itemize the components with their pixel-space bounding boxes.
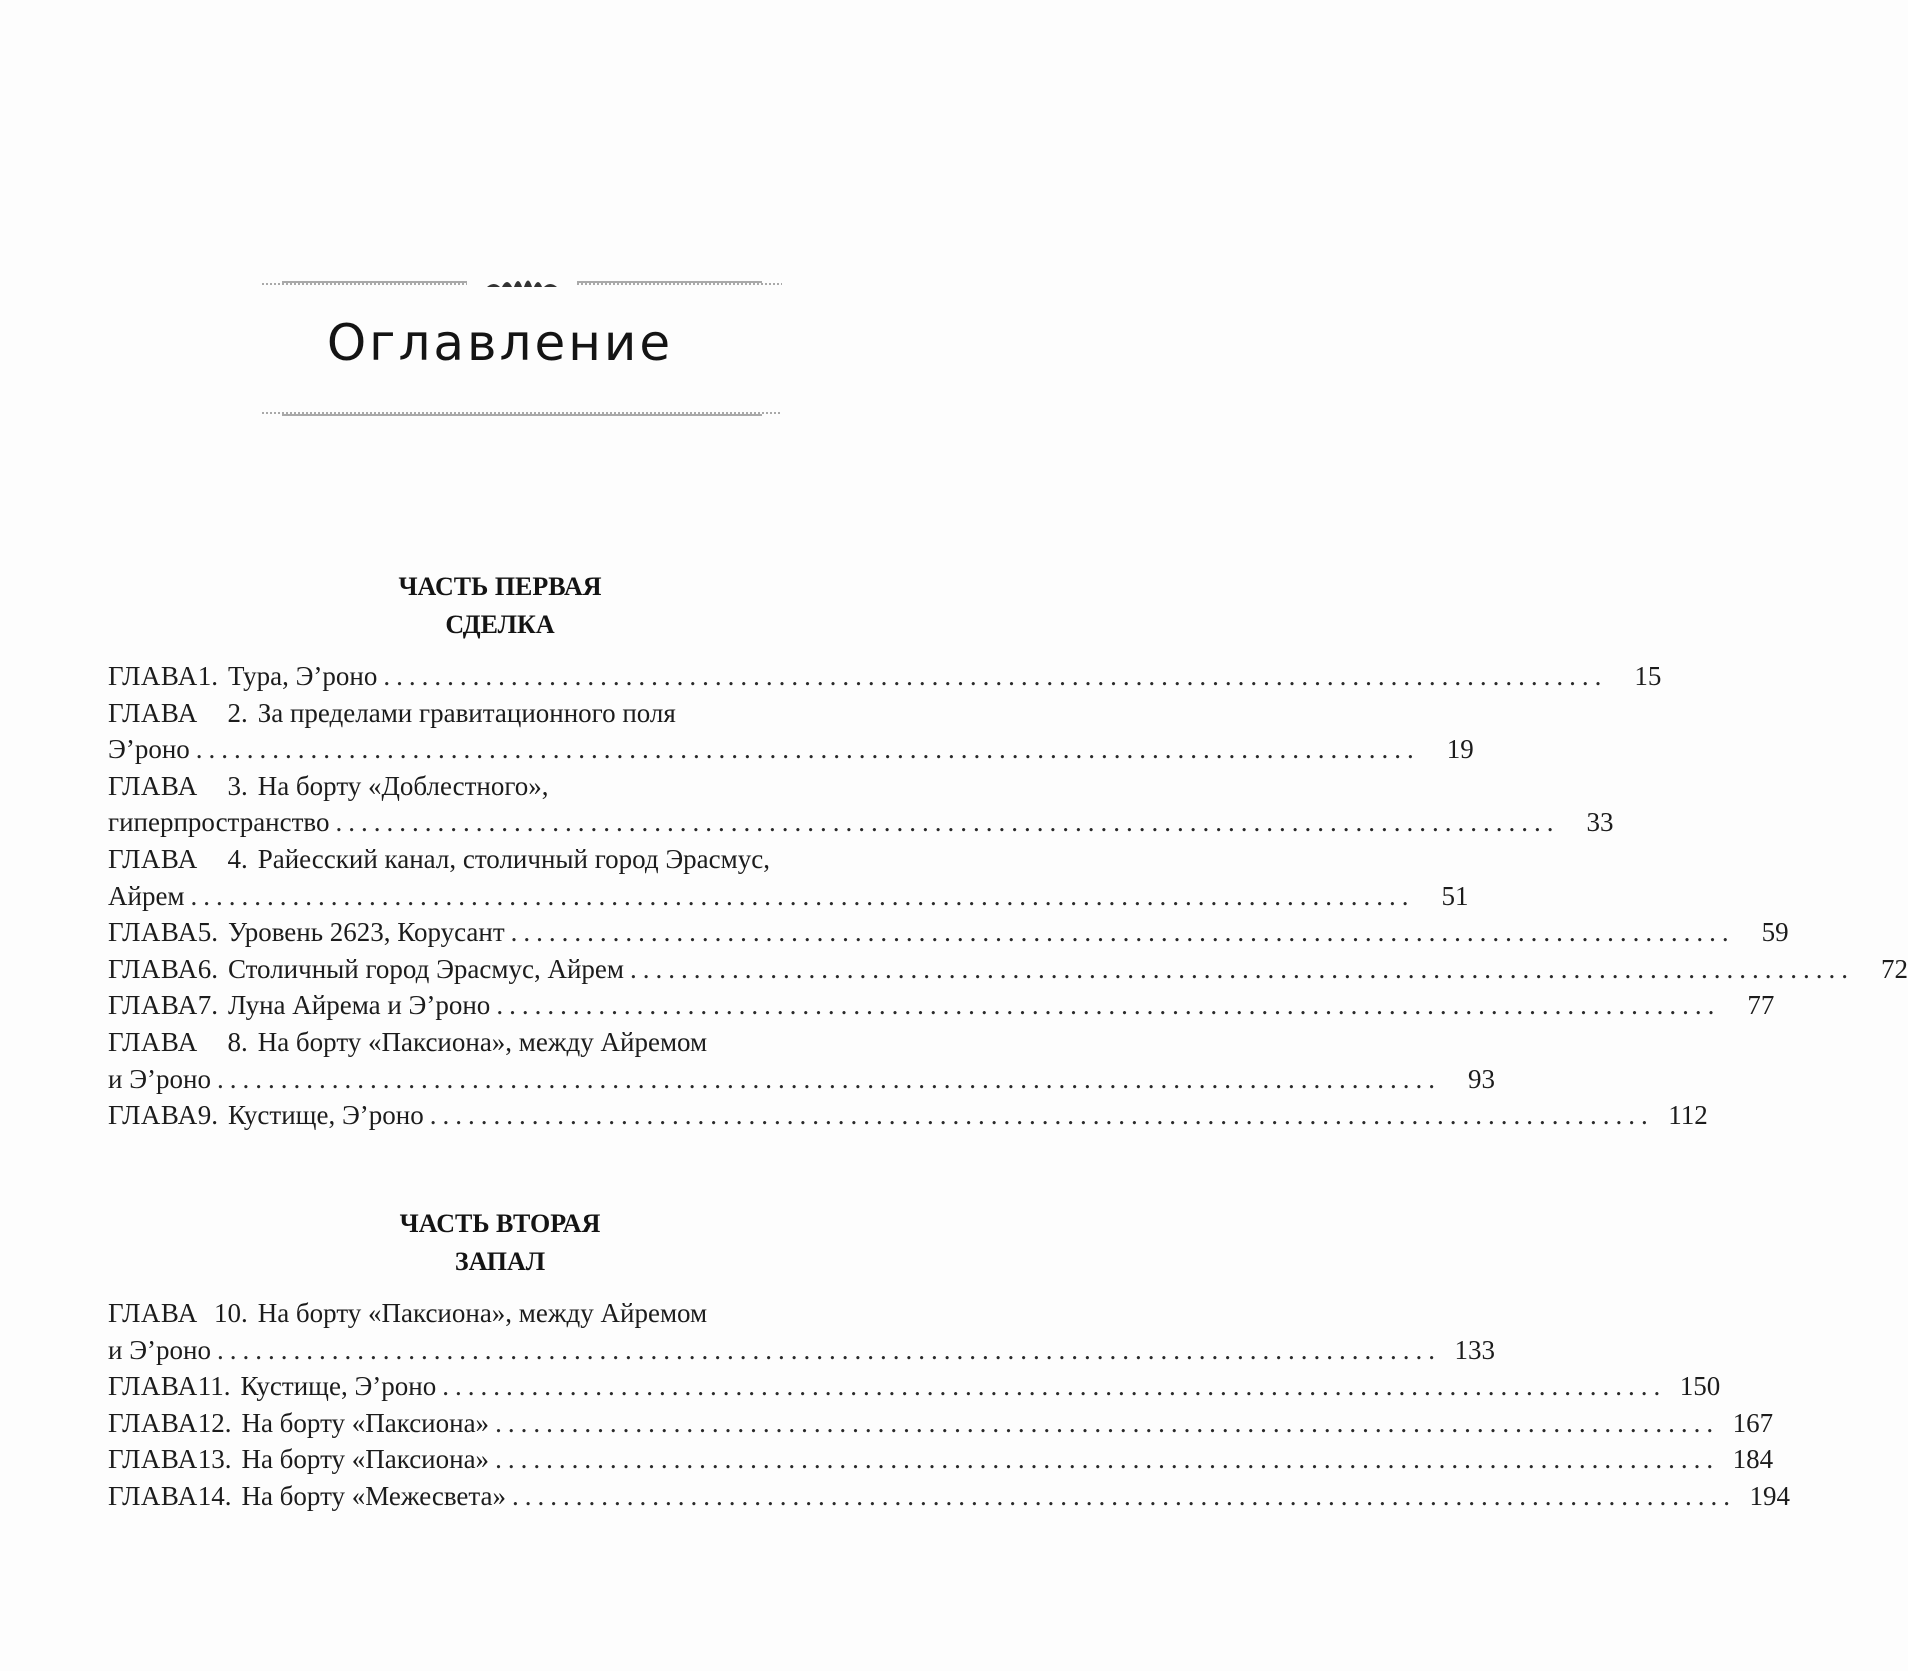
chapter-title: На борту «Паксиона» bbox=[241, 1407, 490, 1438]
page-number: 15 bbox=[1634, 661, 1662, 691]
toc-entry-12[interactable] bbox=[108, 1405, 1774, 1442]
page-number: 133 bbox=[1454, 1334, 1495, 1365]
chapter-title-continuation: Айрем bbox=[108, 880, 185, 911]
page-number: 150 bbox=[1679, 1371, 1721, 1402]
chapter-word: ГЛАВА bbox=[108, 917, 198, 948]
chapter-title: На борту «Паксиона», между Айремом bbox=[257, 1298, 708, 1328]
dot-leader: ................................................................................................ bbox=[429, 1100, 1654, 1131]
chapter-number: 11. bbox=[197, 1371, 231, 1402]
dot-leader: ................................................................................................ bbox=[510, 917, 1735, 948]
bottom-ornament-divider bbox=[262, 407, 782, 423]
page-number: 77 bbox=[1747, 990, 1775, 1021]
page-number: 112 bbox=[1668, 1100, 1708, 1131]
toc-part-two bbox=[108, 1295, 1791, 1515]
chapter-word: ГЛАВА bbox=[108, 1480, 198, 1511]
dot-leader: ................................................................................................ bbox=[216, 1334, 1441, 1365]
dot-leader: ................................................................................................ bbox=[335, 807, 1560, 838]
chapter-number: 7. bbox=[197, 990, 218, 1021]
toc-entry-10[interactable] bbox=[108, 1295, 1495, 1368]
page-number: 167 bbox=[1732, 1407, 1774, 1438]
page-number: 33 bbox=[1586, 807, 1614, 838]
part-one-label: ЧАСТЬ ПЕРВАЯ bbox=[398, 572, 602, 601]
page-number: 93 bbox=[1467, 1063, 1495, 1094]
toc-entry-14[interactable] bbox=[108, 1478, 1791, 1515]
chapter-word: ГЛАВА bbox=[108, 770, 198, 801]
chapter-word: ГЛАВА bbox=[108, 990, 198, 1021]
toc-entry-6[interactable] bbox=[108, 951, 1908, 988]
toc-entry-7[interactable] bbox=[108, 987, 1775, 1024]
dot-leader: ................................................................................................ bbox=[442, 1371, 1667, 1402]
toc-entry-11[interactable] bbox=[108, 1368, 1721, 1405]
dot-leader: ................................................................................................ bbox=[495, 1444, 1720, 1475]
chapter-number: 3. bbox=[227, 770, 248, 801]
chapter-number: 10. bbox=[213, 1298, 248, 1328]
dot-leader: ................................................................................................ bbox=[495, 1407, 1720, 1438]
part-two-heading bbox=[0, 1205, 1000, 1281]
toc-entry-1[interactable] bbox=[108, 658, 1662, 695]
page-number: 51 bbox=[1441, 880, 1469, 911]
dot-leader: ................................................................................................ bbox=[512, 1480, 1737, 1511]
chapter-number: 8. bbox=[227, 1026, 248, 1057]
page-number: 184 bbox=[1732, 1444, 1774, 1475]
page-number: 72 bbox=[1880, 953, 1908, 984]
part-one-name: СДЕЛКА bbox=[445, 610, 555, 639]
toc-entry-2[interactable] bbox=[108, 695, 1474, 768]
chapter-title: За пределами гравитационного поля bbox=[257, 697, 676, 728]
chapter-title: Тура, Э’роно bbox=[227, 661, 378, 691]
toc-part-one bbox=[108, 658, 1908, 1134]
chapter-title: Столичный город Эрасмус, Айрем bbox=[227, 953, 624, 984]
chapter-title-continuation: гиперпространство bbox=[108, 807, 330, 838]
dot-leader: ................................................................................................ bbox=[383, 661, 1608, 691]
top-ornament-divider bbox=[262, 275, 782, 291]
toc-entry-4[interactable] bbox=[108, 841, 1469, 914]
page-title: Оглавление bbox=[326, 314, 674, 372]
chapter-word: ГЛАВА bbox=[108, 1298, 198, 1328]
chapter-title: На борту «Межесвета» bbox=[241, 1480, 507, 1511]
part-one-heading bbox=[0, 568, 1000, 644]
page-number: 194 bbox=[1749, 1480, 1791, 1511]
toc-entry-9[interactable] bbox=[108, 1097, 1708, 1134]
dot-leader: ................................................................................................ bbox=[216, 1063, 1441, 1094]
chapter-title: Луна Айрема и Э’роно bbox=[227, 990, 491, 1021]
chapter-word: ГЛАВА bbox=[108, 1100, 198, 1131]
chapter-word: ГЛАВА bbox=[108, 953, 198, 984]
chapter-number: 14. bbox=[197, 1480, 232, 1511]
chapter-title-continuation: и Э’роно bbox=[108, 1334, 211, 1365]
dot-leader: ................................................................................................ bbox=[195, 734, 1420, 765]
chapter-word: ГЛАВА bbox=[108, 1444, 198, 1475]
chapter-number: 13. bbox=[197, 1444, 232, 1475]
chapter-title: На борту «Паксиона» bbox=[241, 1444, 490, 1475]
page-number: 59 bbox=[1761, 917, 1789, 948]
fleuron-icon bbox=[487, 281, 557, 288]
toc-entry-8[interactable] bbox=[108, 1024, 1495, 1097]
chapter-title: На борту «Паксиона», между Айремом bbox=[257, 1026, 708, 1057]
chapter-number: 5. bbox=[197, 917, 218, 948]
toc-entry-13[interactable] bbox=[108, 1441, 1774, 1478]
chapter-word: ГЛАВА bbox=[108, 697, 198, 728]
toc-entry-3[interactable] bbox=[108, 768, 1614, 841]
dot-leader: ................................................................................................ bbox=[629, 953, 1854, 984]
chapter-title: Уровень 2623, Корусант bbox=[227, 917, 505, 948]
chapter-word: ГЛАВА bbox=[108, 1407, 198, 1438]
chapter-word: ГЛАВА bbox=[108, 843, 198, 874]
chapter-number: 1. bbox=[197, 661, 218, 691]
chapter-word: ГЛАВА bbox=[108, 661, 198, 691]
chapter-title: Кустище, Э’роно bbox=[240, 1371, 437, 1402]
chapter-title: Кустище, Э’роно bbox=[227, 1100, 424, 1131]
page-number: 19 bbox=[1446, 734, 1474, 765]
chapter-number: 6. bbox=[197, 953, 218, 984]
chapter-number: 2. bbox=[227, 697, 248, 728]
chapter-number: 9. bbox=[197, 1100, 218, 1131]
dot-leader: ................................................................................................ bbox=[190, 880, 1415, 911]
chapter-title: На борту «Доблестного», bbox=[257, 770, 549, 801]
chapter-title-continuation: и Э’роно bbox=[108, 1063, 211, 1094]
chapter-title: Райесский канал, столичный город Эрасмус, bbox=[257, 843, 770, 874]
toc-entry-5[interactable] bbox=[108, 914, 1789, 951]
part-two-label: ЧАСТЬ ВТОРАЯ bbox=[399, 1209, 601, 1238]
dot-leader: ................................................................................................ bbox=[496, 990, 1721, 1021]
chapter-word: ГЛАВА bbox=[108, 1026, 198, 1057]
chapter-number: 12. bbox=[197, 1407, 232, 1438]
part-two-name: ЗАПАЛ bbox=[454, 1247, 546, 1276]
chapter-title-continuation: Э’роно bbox=[108, 734, 190, 765]
chapter-word: ГЛАВА bbox=[108, 1371, 198, 1402]
chapter-number: 4. bbox=[227, 843, 248, 874]
